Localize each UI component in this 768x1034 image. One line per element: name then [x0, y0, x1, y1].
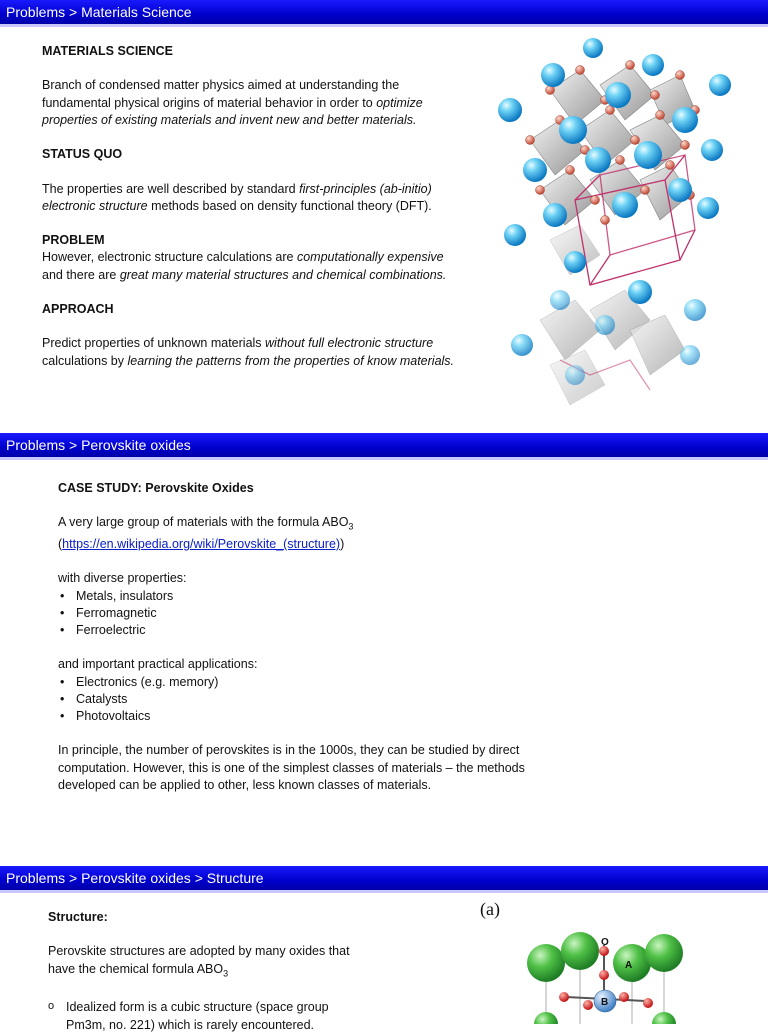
structure-list — [48, 999, 358, 1033]
oxygen-atom — [559, 992, 569, 1002]
list-item: • Ferromagnetic — [58, 605, 548, 622]
slide1-body — [42, 43, 462, 370]
list-item: • Ferroelectric — [58, 622, 548, 639]
slide1-problem-text — [42, 249, 462, 283]
slide1-header-bar — [0, 0, 768, 24]
a-site-atom — [561, 932, 599, 970]
slide2-link-line — [58, 536, 548, 553]
oxygen-atom — [599, 970, 609, 980]
status-part-c: methods based on density functional theory (DFT). — [147, 198, 432, 213]
approach-part-b: without full electronic structure — [265, 336, 434, 351]
slide1-header-text: Problems > Materials Science — [6, 4, 192, 20]
slide1-status-text — [42, 181, 462, 215]
slide2-body — [58, 480, 548, 794]
atom-label-a: A — [625, 960, 633, 971]
a-site-atom — [652, 1012, 676, 1024]
problem-part-c: and there are — [42, 267, 120, 282]
list-item: • Photovoltaics — [58, 708, 548, 725]
slide2-applications-intro: and important practical applications: — [58, 657, 258, 672]
slide2-title: CASE STUDY: Perovskite Oxides — [58, 481, 254, 495]
list-item: • Catalysts — [58, 691, 548, 708]
list-item: • Metals, insulators — [58, 588, 548, 605]
slide1-header-rule — [0, 24, 768, 27]
list-item: • Electronics (e.g. memory) — [58, 674, 548, 691]
oxygen-atom — [643, 998, 653, 1008]
slide2-properties-intro: with diverse properties: — [58, 571, 187, 586]
atom-label-o: O — [601, 937, 609, 948]
slide2-header-bar — [0, 433, 768, 457]
problem-part-b: computationally expensive — [296, 250, 444, 265]
formula-text: A very large group of materials with the formula ABO — [58, 515, 349, 530]
slide2-header-rule — [0, 457, 768, 460]
properties-list — [58, 588, 548, 640]
slide2-header-text: Problems > Perovskite oxides — [6, 437, 191, 453]
slide3-header-text: Problems > Perovskite oxides > Structure — [6, 870, 264, 886]
approach-part-c: calculations by — [42, 353, 128, 368]
link-open-paren: ( — [58, 537, 63, 552]
formula-subscript: 3 — [348, 521, 354, 532]
slide1-status-heading: STATUS QUO — [42, 147, 123, 162]
octahedra-group — [530, 65, 695, 405]
slide1-title: MATERIALS SCIENCE — [42, 44, 174, 58]
slide3-header-bar — [0, 866, 768, 890]
intro-subscript: 3 — [223, 968, 229, 979]
slide1-approach-heading: APPROACH — [42, 301, 114, 316]
applications-list — [58, 674, 548, 726]
problem-part-d: great many material structures and chemical combinations. — [119, 267, 447, 282]
slide2-formula-line — [58, 514, 548, 536]
link-close-paren: ) — [340, 537, 345, 552]
problem-part-a: However, electronic structure calculations are — [42, 250, 297, 265]
status-part-b: first-principles (ab-initio) electronic structure — [42, 181, 432, 213]
approach-part-a: Predict properties of unknown materials — [42, 336, 266, 351]
a-site-atom — [534, 1012, 558, 1024]
figure-label: (a) — [480, 899, 500, 919]
oxygen-atom — [619, 992, 629, 1002]
oxygen-atom — [583, 1000, 593, 1010]
slide3-intro — [48, 943, 358, 982]
atom-label-b: B — [601, 997, 609, 1008]
slide1-intro-text: Branch of condensed matter physics aimed at understanding the fundamental physical origins of material behavior in order to — [42, 78, 400, 110]
perovskite-unit-cell-diagram — [474, 893, 692, 1024]
status-part-a: The properties are well described by standard — [42, 181, 300, 196]
list-item: o Idealized form is a cubic structure (space group Pm3m, no. 221) which is rarely encountered. — [48, 999, 358, 1033]
slide3-body — [48, 909, 358, 1034]
slide1-intro-emphasis: optimize properties of existing materials and invent new and better materials. — [42, 95, 423, 127]
perovskite-figure-a — [474, 893, 692, 1024]
slide3-title: Structure: — [48, 910, 108, 924]
intro-text: Perovskite structures are adopted by many oxides that have the chemical formula ABO — [48, 944, 350, 976]
slide2-closing: In principle, the number of perovskites is in the 1000s, they can be studied by direct computation. However, this is one of the simplest classes of materials – the methods developed can be applied to other, less known classes of materials. — [58, 743, 525, 792]
crystal-structure-illustration — [480, 30, 740, 420]
slide1-problem-heading: PROBLEM — [42, 233, 105, 248]
slide1-approach-text — [42, 335, 462, 369]
slide1-intro — [42, 77, 462, 129]
approach-part-d: learning the patterns from the properties of know materials. — [127, 353, 455, 368]
perovskite-wikipedia-link[interactable]: https://en.wikipedia.org/wiki/Perovskite_(structure) — [62, 537, 341, 552]
a-site-atom — [527, 944, 565, 982]
a-site-atom — [645, 934, 683, 972]
